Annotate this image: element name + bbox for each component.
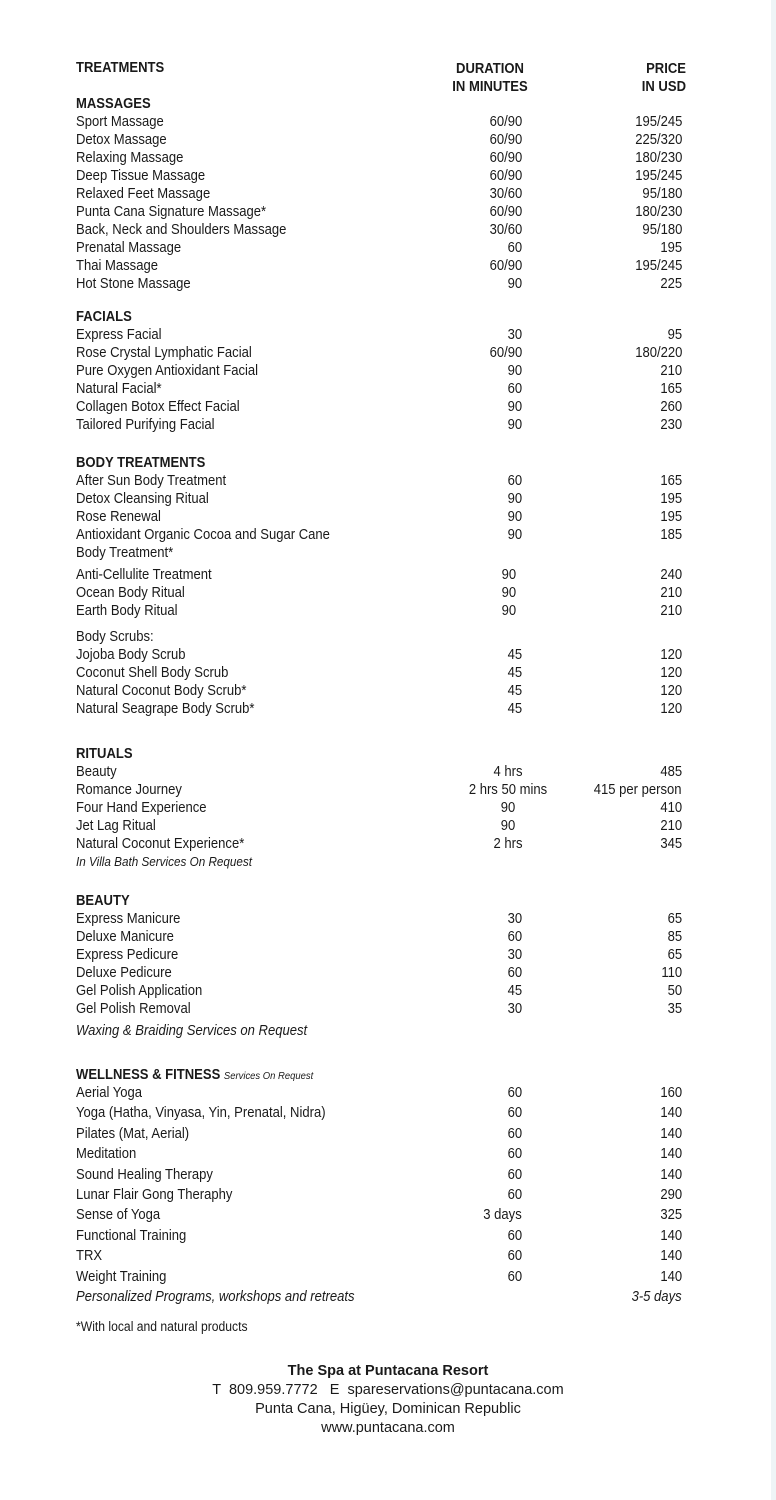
list-item	[76, 1125, 696, 1145]
treatment-name: Sport Massage	[76, 114, 164, 130]
treatment-price: 140	[660, 1166, 682, 1183]
treatment-duration: 60	[507, 1186, 522, 1203]
treatment-duration: 45	[507, 647, 522, 663]
duration-header-line1: DURATION	[456, 61, 524, 77]
treatment-name: Deluxe Manicure	[76, 929, 174, 945]
list-item	[76, 1084, 696, 1104]
treatment-name: Deluxe Pedicure	[76, 965, 172, 981]
section-body-treatments	[76, 454, 696, 718]
treatment-price: 180/220	[634, 345, 682, 361]
treatment-price: 65	[667, 947, 682, 963]
treatment-price: 240	[660, 567, 682, 583]
list-item	[76, 380, 696, 398]
list-item	[76, 113, 696, 131]
treatment-name: Deep Tissue Massage	[76, 168, 206, 184]
treatment-duration: 60	[507, 1125, 522, 1142]
treatment-price: 85	[667, 929, 682, 945]
treatment-price: 140	[660, 1248, 682, 1265]
list-item	[76, 239, 696, 257]
treatment-duration: 60/90	[489, 132, 522, 148]
treatment-name: Natural Coconut Body Scrub*	[76, 683, 247, 699]
treatment-price: 160	[660, 1085, 682, 1101]
treatments-header: TREATMENTS	[76, 60, 165, 76]
list-item	[76, 682, 696, 700]
treatment-duration: 30	[507, 327, 522, 343]
list-item	[76, 1206, 696, 1226]
treatment-price: 140	[660, 1146, 682, 1163]
list-item	[76, 1186, 696, 1206]
treatment-duration: 60	[507, 1146, 522, 1163]
treatment-name: Natural Facial*	[76, 381, 162, 397]
treatment-price: 230	[660, 417, 682, 433]
treatment-duration: 30/60	[489, 222, 522, 238]
treatment-price: 120	[660, 701, 682, 717]
list-item	[76, 964, 696, 982]
treatment-name: TRX	[76, 1248, 103, 1265]
treatment-duration: 60/90	[489, 168, 522, 184]
section-wellness-fitness	[76, 1066, 696, 1308]
treatment-name: Hot Stone Massage	[76, 276, 191, 292]
treatment-name: Gel Polish Application	[76, 983, 203, 999]
list-item	[76, 257, 696, 275]
wellness-title: WELLNESS & FITNESS	[76, 1067, 221, 1083]
treatment-name: Express Pedicure	[76, 947, 179, 963]
treatment-duration: 90	[507, 399, 522, 415]
treatment-duration: 60	[507, 1085, 522, 1101]
list-item	[76, 526, 696, 544]
list-item	[76, 602, 696, 620]
treatment-duration: 90	[501, 585, 516, 601]
list-item	[76, 1247, 696, 1267]
treatment-price: 210	[660, 603, 682, 619]
list-item	[76, 763, 696, 781]
treatment-duration: 60	[507, 929, 522, 945]
treatment-name: Lunar Flair Gong Theraphy	[76, 1186, 233, 1203]
treatment-price: 65	[667, 911, 682, 927]
list-item	[76, 835, 696, 853]
treatment-duration: 90	[507, 509, 522, 525]
list-item	[76, 472, 696, 490]
treatment-name: Functional Training	[76, 1227, 187, 1244]
list-item	[76, 664, 696, 682]
treatment-duration: 60/90	[489, 150, 522, 166]
list-item	[76, 910, 696, 928]
treatment-duration: 90	[501, 567, 516, 583]
treatment-price: 165	[660, 473, 682, 489]
treatment-name: Prenatal Massage	[76, 240, 182, 256]
rituals-note-row	[76, 853, 696, 871]
treatment-price: 140	[660, 1105, 682, 1122]
treatment-name: Natural Coconut Experience*	[76, 836, 245, 852]
treatment-name-line2: Body Treatment*	[76, 545, 174, 561]
treatment-duration: 60/90	[489, 258, 522, 274]
treatment-duration: 4 hrs	[493, 764, 523, 780]
treatment-price: 120	[660, 683, 682, 699]
treatment-price: 210	[660, 585, 682, 601]
list-item	[76, 185, 696, 203]
section-massages	[76, 95, 696, 293]
list-item	[76, 584, 696, 602]
treatment-name: Jet Lag Ritual	[76, 818, 156, 834]
treatment-price: 225	[660, 276, 682, 292]
price-header-line1: PRICE	[646, 61, 686, 77]
treatment-duration: 60/90	[489, 345, 522, 361]
treatment-name: Pilates (Mat, Aerial)	[76, 1125, 190, 1142]
list-item	[76, 1166, 696, 1186]
treatment-name: Relaxing Massage	[76, 150, 184, 166]
list-item	[76, 1227, 696, 1247]
treatment-duration: 60	[507, 1248, 522, 1265]
treatment-name: Four Hand Experience	[76, 800, 207, 816]
treatment-duration: 60	[507, 240, 522, 256]
treatment-name: Meditation	[76, 1146, 137, 1163]
treatment-price: 140	[660, 1268, 682, 1285]
list-item	[76, 646, 696, 664]
section-rituals	[76, 745, 696, 871]
list-item	[76, 203, 696, 221]
treatment-price: 185	[660, 527, 682, 543]
treatment-name: Gel Polish Removal	[76, 1001, 191, 1017]
treatment-duration: 30	[507, 1001, 522, 1017]
treatment-name: Express Manicure	[76, 911, 181, 927]
treatment-duration: 60/90	[489, 114, 522, 130]
section-title: BEAUTY	[76, 893, 130, 909]
treatment-name: Tailored Purifying Facial	[76, 417, 215, 433]
treatment-name: Romance Journey	[76, 782, 182, 798]
treatment-name: Collagen Botox Effect Facial	[76, 399, 240, 415]
treatment-price: 415 per person	[594, 782, 682, 798]
treatment-name: Beauty	[76, 764, 117, 780]
treatment-duration: 30	[507, 947, 522, 963]
duration-header	[427, 60, 553, 96]
treatment-name: Thai Massage	[76, 258, 158, 274]
treatment-price: 165	[660, 381, 682, 397]
treatment-duration: 2 hrs	[493, 836, 523, 852]
treatment-duration: 60	[507, 1227, 522, 1244]
treatment-name: Express Facial	[76, 327, 162, 343]
treatment-price: 195	[660, 240, 682, 256]
treatment-duration: 60	[507, 1166, 522, 1183]
list-item	[76, 566, 696, 584]
list-item	[76, 1145, 696, 1165]
treatment-name: Natural Seagrape Body Scrub*	[76, 701, 255, 717]
list-item	[76, 131, 696, 149]
programs-row	[76, 1288, 696, 1308]
footer-spa-name: The Spa at Puntacana Resort	[287, 1363, 489, 1379]
subsection-title	[76, 628, 696, 646]
treatment-name: Detox Massage	[76, 132, 167, 148]
treatment-name: Weight Training	[76, 1268, 167, 1285]
section-title	[76, 1066, 634, 1084]
treatment-price: 195/245	[634, 168, 682, 184]
treatment-duration: 60	[507, 1268, 522, 1285]
treatment-price: 140	[660, 1125, 682, 1142]
list-item	[76, 490, 696, 508]
treatment-name: Rose Renewal	[76, 509, 161, 525]
treatment-name: Coconut Shell Body Scrub	[76, 665, 229, 681]
treatment-duration: 45	[507, 665, 522, 681]
list-item	[76, 221, 696, 239]
treatment-price: 290	[660, 1186, 682, 1203]
treatment-price: 210	[660, 363, 682, 379]
section-beauty	[76, 892, 696, 1040]
treatment-duration: 60	[507, 965, 522, 981]
section-title: MASSAGES	[76, 96, 151, 112]
treatment-duration: 90	[507, 363, 522, 379]
treatment-name: After Sun Body Treatment	[76, 473, 227, 489]
treatment-duration: 60	[507, 473, 522, 489]
treatment-price: 180/230	[634, 204, 682, 220]
price-header	[618, 60, 686, 96]
list-item	[76, 416, 696, 434]
treatment-name: Yoga (Hatha, Vinyasa, Yin, Prenatal, Nidra)	[76, 1105, 326, 1122]
treatment-price: 180/230	[634, 150, 682, 166]
treatment-duration: 90	[507, 491, 522, 507]
treatment-price: 210	[660, 818, 682, 834]
treatment-duration: 3 days	[483, 1207, 522, 1224]
treatment-price: 345	[660, 836, 682, 852]
page-edge	[771, 0, 776, 1500]
treatment-duration: 90	[501, 603, 516, 619]
list-item	[76, 781, 696, 799]
treatment-duration: 45	[507, 983, 522, 999]
treatment-name: Punta Cana Signature Massage*	[76, 204, 267, 220]
treatment-duration: 60	[507, 381, 522, 397]
treatment-name: Earth Body Ritual	[76, 603, 178, 619]
treatment-name: Sense of Yoga	[76, 1207, 161, 1224]
treatment-price: 260	[660, 399, 682, 415]
beauty-note-row	[76, 1022, 696, 1040]
treatment-price: 195/245	[634, 258, 682, 274]
section-title: BODY TREATMENTS	[76, 455, 206, 471]
treatment-price: 95/180	[642, 222, 682, 238]
footer-website[interactable]: www.puntacana.com	[321, 1420, 455, 1436]
treatment-price: 95	[667, 327, 682, 343]
treatment-name: Antioxidant Organic Cocoa and Sugar Cane	[76, 527, 330, 543]
section-facials	[76, 308, 696, 434]
treatment-price: 35	[667, 1001, 682, 1017]
treatment-duration: 45	[507, 683, 522, 699]
treatment-duration: 45	[507, 701, 522, 717]
list-item	[76, 1268, 696, 1288]
footer-contact: T 809.959.7772 E spareservations@puntacana.com	[212, 1382, 564, 1398]
list-item	[76, 167, 696, 185]
footer-address: Punta Cana, Higüey, Dominican Republic	[255, 1401, 521, 1417]
list-item	[76, 928, 696, 946]
list-item	[76, 344, 696, 362]
treatment-price: 110	[661, 965, 682, 981]
treatment-duration: 60	[507, 1105, 522, 1122]
treatment-duration: 60/90	[489, 204, 522, 220]
treatment-price: 410	[660, 800, 682, 816]
rituals-note: In Villa Bath Services On Request	[76, 854, 253, 869]
list-item	[76, 946, 696, 964]
duration-header-line2: IN MINUTES	[452, 79, 528, 95]
treatment-price: 485	[660, 764, 682, 780]
list-item	[76, 1000, 696, 1018]
list-item	[76, 982, 696, 1000]
treatment-price: 195	[660, 509, 682, 525]
treatment-name: Back, Neck and Shoulders Massage	[76, 222, 287, 238]
treatment-duration: 90	[507, 527, 522, 543]
treatment-price: 120	[660, 665, 682, 681]
wellness-subtitle: Services On Request	[223, 1070, 314, 1082]
list-item	[76, 817, 696, 835]
treatment-price: 195	[660, 491, 682, 507]
section-title: FACIALS	[76, 309, 132, 325]
treatment-duration: 90	[507, 417, 522, 433]
treatment-name: Anti-Cellulite Treatment	[76, 567, 212, 583]
treatment-duration: 90	[507, 276, 522, 292]
treatment-name: Relaxed Feet Massage	[76, 186, 211, 202]
treatment-price: 50	[667, 983, 682, 999]
list-item	[76, 1104, 696, 1124]
section-title: RITUALS	[76, 746, 133, 762]
treatment-name: Jojoba Body Scrub	[76, 647, 186, 663]
list-item	[76, 398, 696, 416]
beauty-note: Waxing & Braiding Services on Request	[76, 1023, 308, 1039]
list-item-continuation	[76, 544, 696, 566]
treatment-price: 325	[660, 1207, 682, 1224]
footnote: *With local and natural products	[76, 1319, 248, 1334]
treatment-name: Ocean Body Ritual	[76, 585, 185, 601]
treatment-duration: 90	[500, 818, 516, 834]
list-item	[76, 362, 696, 380]
treatment-name: Rose Crystal Lymphatic Facial	[76, 345, 252, 361]
list-item	[76, 275, 696, 293]
treatment-name: Detox Cleansing Ritual	[76, 491, 209, 507]
list-item	[76, 700, 696, 718]
treatment-price: 95/180	[642, 186, 682, 202]
treatment-price: 225/320	[634, 132, 682, 148]
treatment-name: Pure Oxygen Antioxidant Facial	[76, 363, 259, 379]
list-item	[76, 326, 696, 344]
treatment-duration: 90	[500, 800, 516, 816]
list-item	[76, 799, 696, 817]
footer	[0, 1362, 776, 1438]
treatment-name: Sound Healing Therapy	[76, 1166, 213, 1183]
treatment-duration: 2 hrs 50 mins	[468, 782, 548, 798]
body-scrubs-title: Body Scrubs:	[76, 629, 154, 645]
treatment-name: Aerial Yoga	[76, 1085, 143, 1101]
list-item	[76, 508, 696, 526]
treatment-price: 120	[660, 647, 682, 663]
programs-name: Personalized Programs, workshops and retreats	[76, 1288, 355, 1305]
treatment-price: 140	[660, 1227, 682, 1244]
list-item	[76, 149, 696, 167]
price-header-line2: IN USD	[641, 79, 686, 95]
treatment-price: 195/245	[634, 114, 682, 130]
programs-price: 3-5 days	[631, 1288, 682, 1305]
treatment-duration: 30/60	[489, 186, 522, 202]
treatment-duration: 30	[507, 911, 522, 927]
